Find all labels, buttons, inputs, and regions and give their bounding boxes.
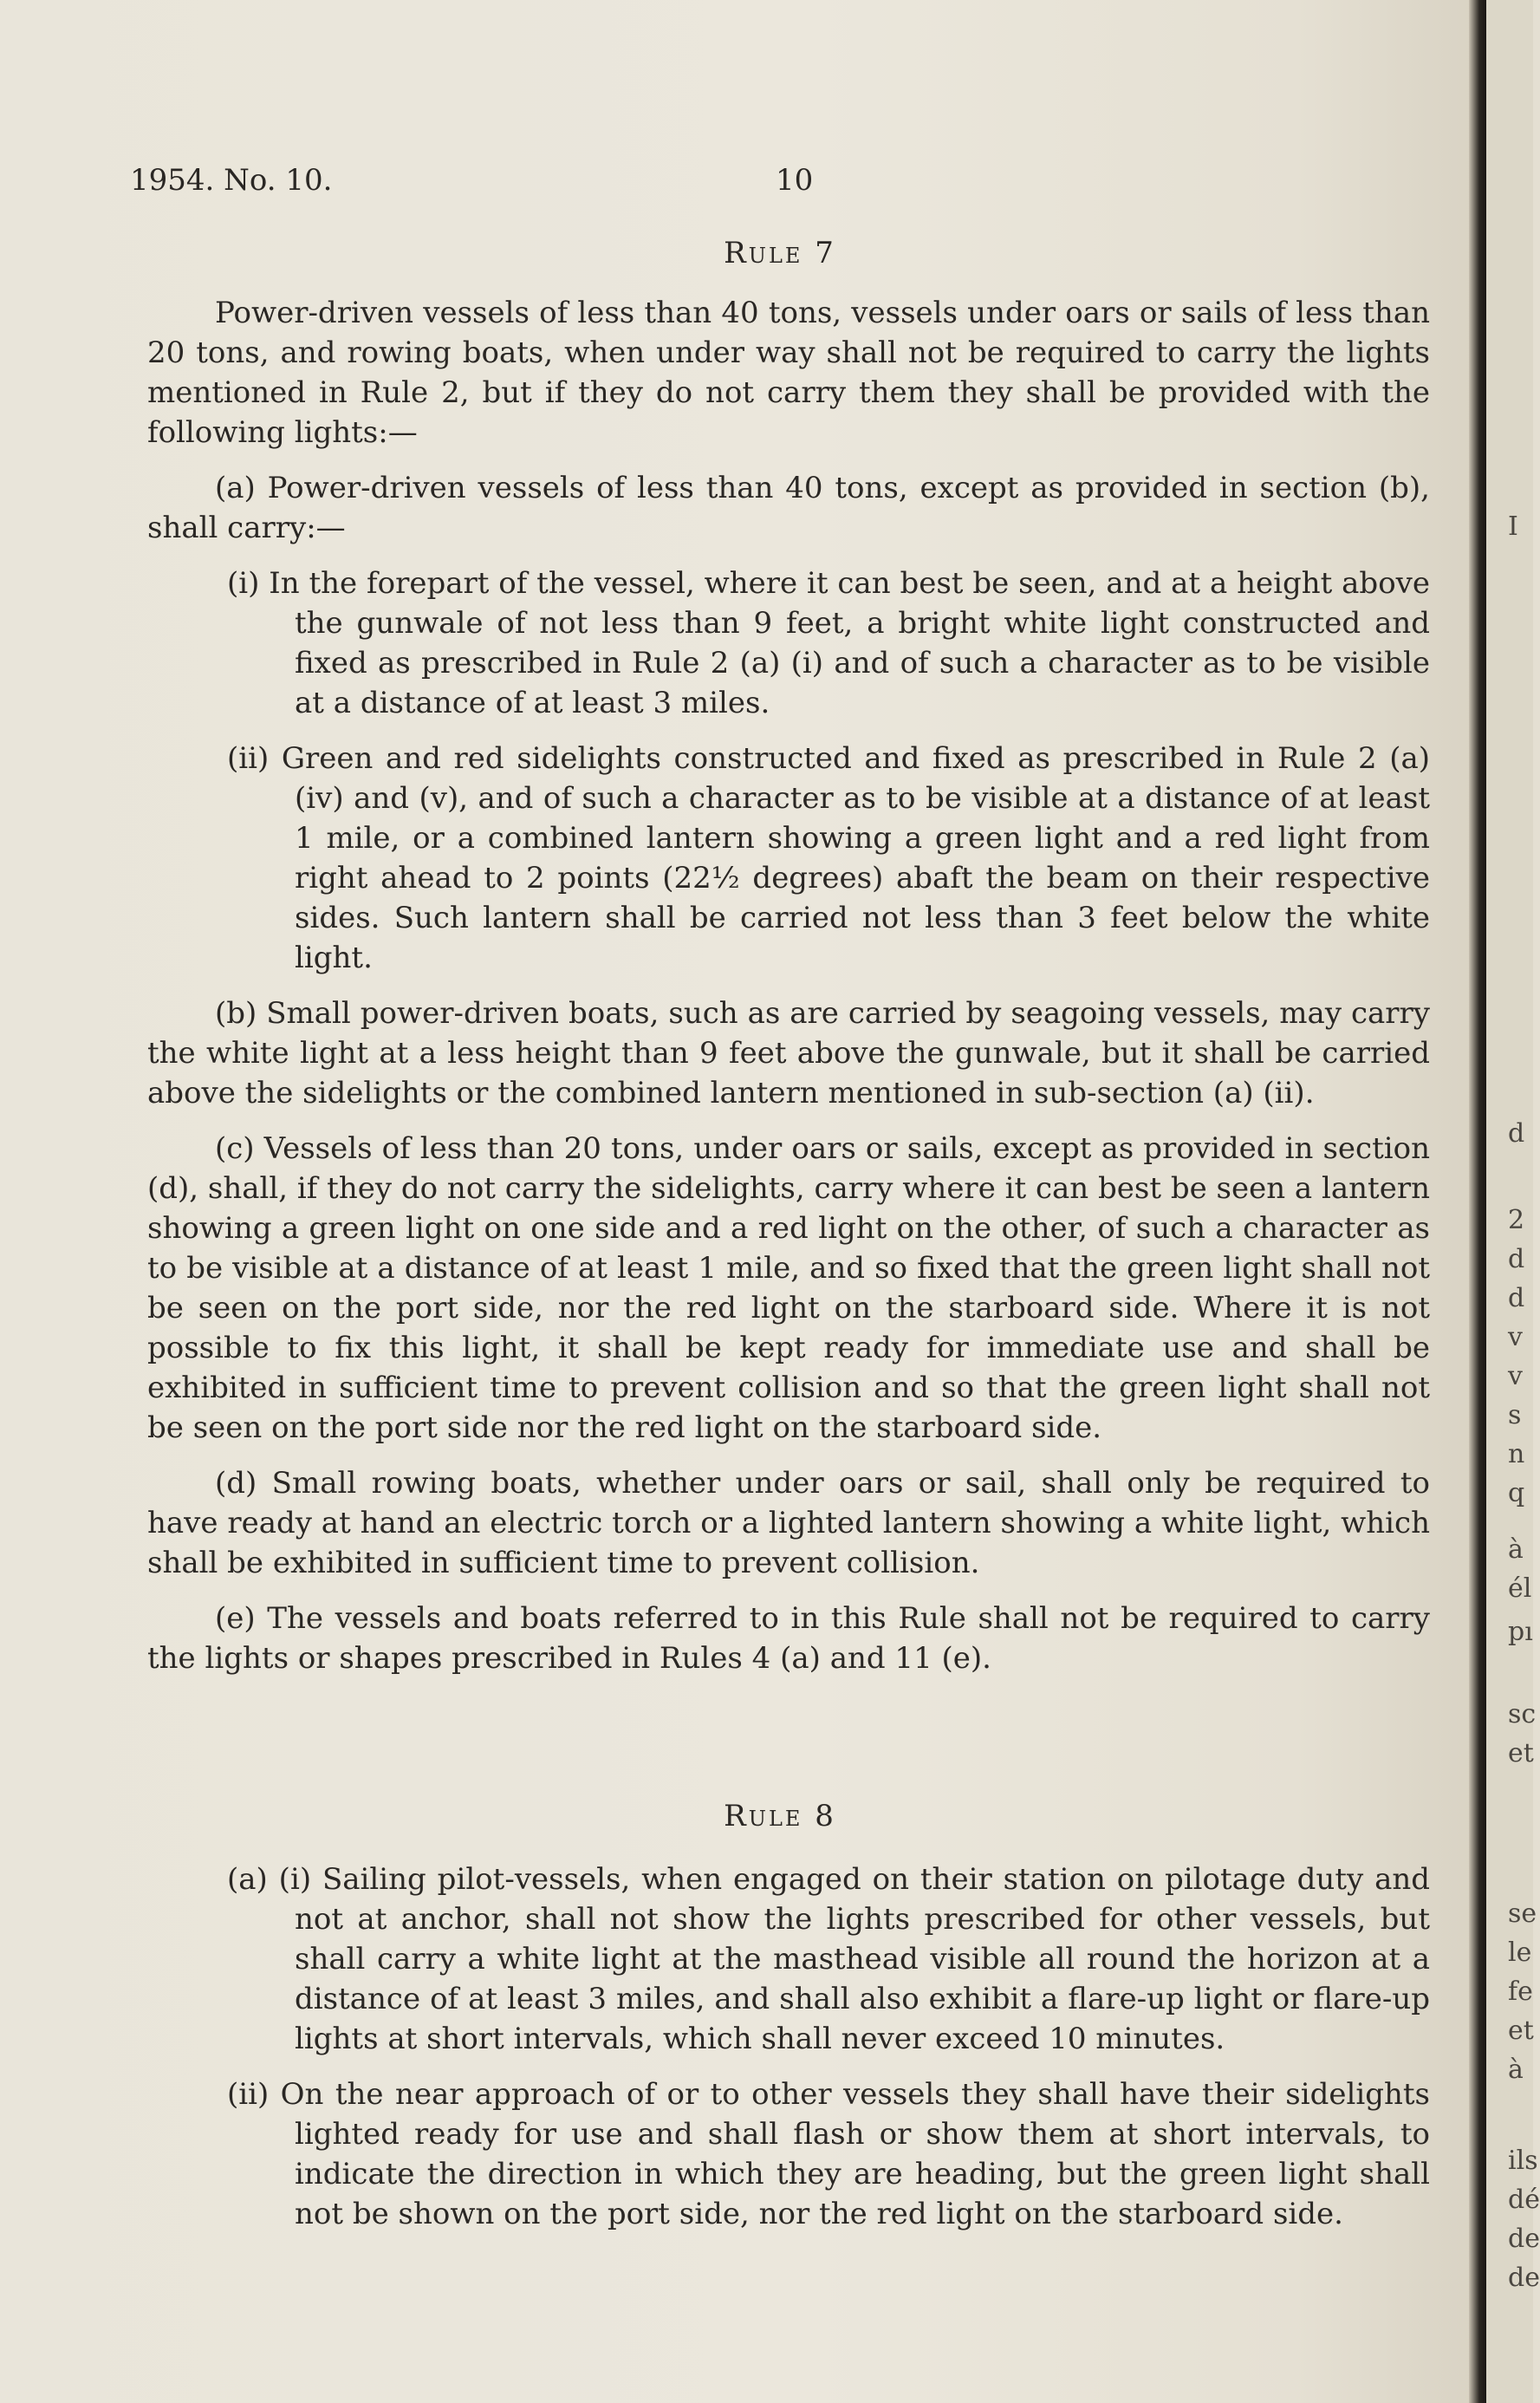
edge-letter: I (1508, 511, 1518, 542)
rule-7-heading: Rule 7 (724, 236, 836, 270)
rule-8-body (147, 1859, 1430, 2250)
rule-7-section-e: (e) The vessels and boats referred to in this Rule shall not be required to carry the lights or shapes prescribed in Rules 4 (a) and 11 (e). (147, 1601, 1430, 1676)
edge-letter: n (1508, 1439, 1525, 1469)
edge-letter: le (1508, 1937, 1532, 1968)
edge-letter: fe (1508, 1976, 1533, 2007)
edge-letter: et (1508, 2016, 1534, 2046)
rule-8-section-a-i: (a) (i) Sailing pilot-vessels, when engaged on their station on pilotage duty and not at anchor, shall not show the lights prescribed for other vessels, but shall carry a white light at the masthead visible all round the horizon at a distance of at least 3 miles, and shall also exhibit a flare-up light or flare-up lights at short intervals, which shall never exceed 10 minutes. (227, 1862, 1430, 2056)
rule-7-section-d: (d) Small rowing boats, whether under oars or sail, shall only be required to have ready at hand an electric torch or a lighted lantern showing a white light, which shall be exhibited in sufficient time to prevent collision. (147, 1466, 1430, 1580)
edge-letter: q (1508, 1478, 1525, 1508)
rule-7-body (147, 293, 1430, 1694)
edge-letter: d (1508, 1283, 1525, 1313)
edge-letter: d (1508, 1118, 1525, 1149)
page-number: 10 (776, 163, 814, 198)
rule-7-section-b: (b) Small power-driven boats, such as are carried by seagoing vessels, may carry the white light at a less height than 9 feet above the gunwale, but it shall be carried above the sidelights or the combined lantern mentioned in sub-section (a) (ii). (147, 996, 1430, 1110)
edge-letter: s (1508, 1400, 1522, 1430)
edge-letter: ils (1508, 2146, 1538, 2176)
edge-letter: à (1508, 2055, 1524, 2085)
edge-letter: pı (1508, 1617, 1533, 1647)
rule-7-section-a: (a) Power-driven vessels of less than 40 tons, except as provided in section (b), shall carry:— (147, 471, 1430, 545)
edge-letter: 2 (1508, 1205, 1525, 1235)
statute-reference: 1954. No. 10. (130, 163, 333, 198)
edge-letter: él (1508, 1573, 1532, 1604)
rule-7-intro: Power-driven vessels of less than 40 tons, vessels under oars or sails of less than 20 tons, and rowing boats, when under way shall not be required to carry the lights mentioned in Rule 2, but if they do not carry them they shall be provided with the following lights:— (147, 296, 1430, 450)
edge-letter: v (1508, 1361, 1523, 1391)
page-header (130, 163, 1430, 206)
edge-letter: de (1508, 2224, 1540, 2254)
rule-7-section-a-i: (i) In the forepart of the vessel, where it can best be seen, and at a height above the gunwale of not less than 9 feet, a bright white light constructed and fixed as prescribed in Rule 2 (a) (i) and of such a character as to be visible at a distance of at least 3 miles. (227, 566, 1430, 720)
edge-letter: sc (1508, 1699, 1537, 1729)
edge-letter: de (1508, 2263, 1540, 2293)
rule-8-heading: Rule 8 (724, 1799, 836, 1833)
edge-letter: et (1508, 1738, 1534, 1768)
rule-8-section-a-ii: (ii) On the near approach of or to other vessels they shall have their sidelights lighted ready for use and shall flash or show them at short intervals, to indicate the direction in which they are heading, but the green light shall not be shown on the port side, nor the red light on the starboard side. (227, 2077, 1430, 2231)
rule-7-section-c: (c) Vessels of less than 20 tons, under oars or sails, except as provided in section (d), shall, if they do not carry the sidelights, carry where it can best be seen a lantern showing a green light on one side and a red light on the other, of such a character as to be visible at a distance of at least 1 mile, and so fixed that the green light shall not be seen on the port side, nor the red light on the starboard side. Where it is not possible to fix this light, it shall be kept ready for immediate use and shall be exhibited in sufficient time to prevent collision and so that the green light shall not be seen on the port side nor the red light on the starboard side. (147, 1131, 1430, 1445)
rule-7-section-a-ii: (ii) Green and red sidelights constructed and fixed as prescribed in Rule 2 (a) (iv) and (v), and of such a character as to be visible at a distance of at least 1 mile, or a combined lantern showing a green light and a red light from right ahead to 2 points (22½ degrees) abaft the beam on their respective sides. Such lantern shall be carried not less than 3 feet below the white light. (227, 741, 1430, 975)
edge-letter: à (1508, 1534, 1524, 1565)
edge-letter: dé (1508, 2185, 1540, 2215)
edge-letter: v (1508, 1322, 1523, 1352)
edge-letter: se (1508, 1898, 1537, 1929)
edge-letter: d (1508, 1244, 1525, 1274)
book-gutter (1469, 0, 1486, 2403)
